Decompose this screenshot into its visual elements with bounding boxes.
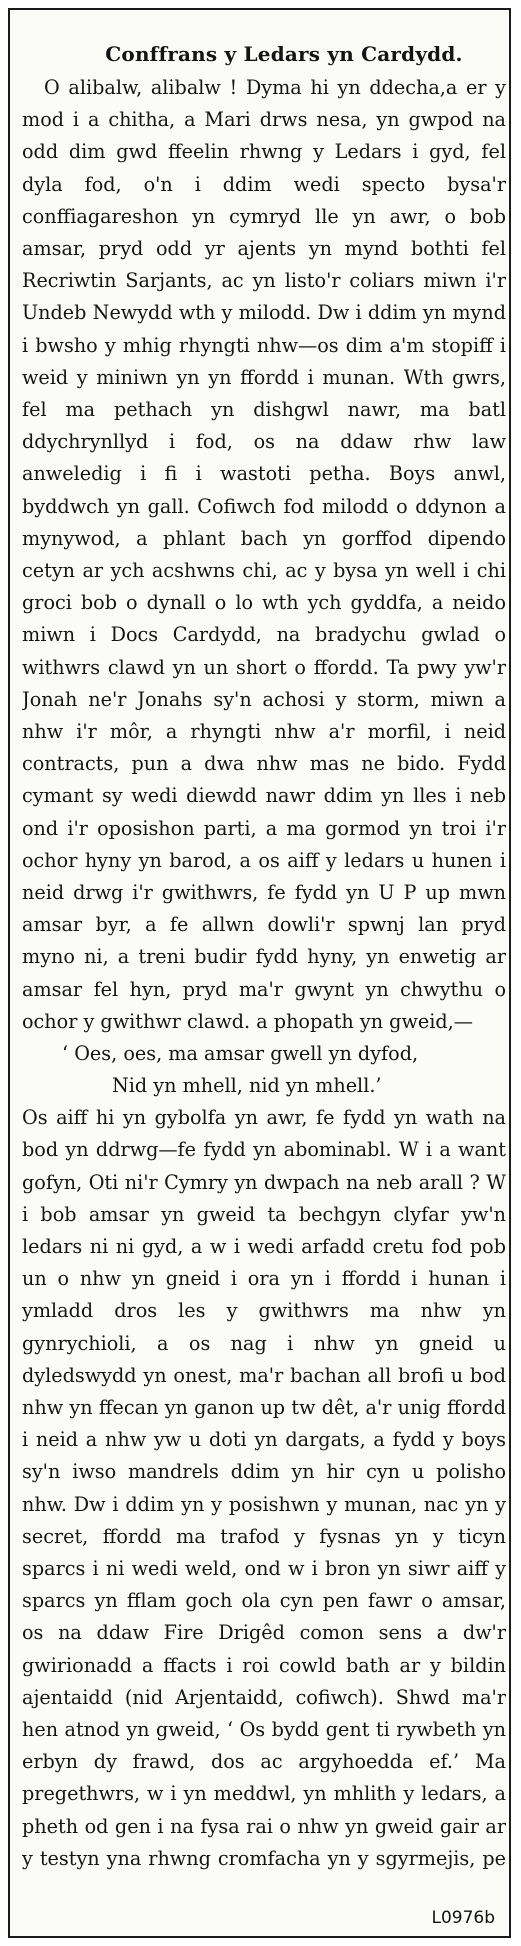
verse-quote (22, 1038, 506, 1102)
clipping-frame (8, 8, 511, 1938)
newspaper-column (22, 40, 506, 1870)
article-paragraph: Os aiff hi yn gybolfa yn awr, fe fydd yn wath na bod yn ddrwg—fe fydd yn abominabl. W i a want gofyn, Oti ni'r Cymry yn dwpach na neb arall ? W i bob amsar yn gweid ta bechgyn clyfar yw'n ledars ni ni gyd, a w i wedi arfadd cretu fod pob un o nhw yn gneid i ora yn i ffordd i hunan i ymladd dros les y gwithwrs ma nhw yn gynrychioli, a os nag i nhw yn gneid u dyledswydd yn onest, ma'r bachan all brofi u bod nhw yn ffecan yn ganon up tw dêt, a'r unig ffordd i neid a nhw yw u doti yn dargats, a fydd y boys sy'n iwso mandrels ddim yn hir cyn u polisho nhw. Dw i ddim yn y posishwn y munan, nac yn y secret, ffordd ma trafod y fysnas yn y ticyn sparcs i ni wedi weld, ond w i bron yn siwr aiff y sparcs yn fflam goch ola cyn pen fawr o amsar, os na ddaw Fire Drigêd comon sens a dw'r gwirionadd a ffacts i roi cowld bath ar y bildin ajentaidd (nid Arjentaidd, cofiwch). Shwd ma'r hen atnod yn gweid, ‘ Os bydd gent ti rywbeth yn erbyn dy frawd, dos ac argyhoedda ef.’ Ma pregethwrs, w i yn meddwl, yn mhlith y ledars, a pheth od gen i na fysa rai o nhw yn gweid gair ar y testyn yna rhwng cromfacha yn y sgyrmejis, pe (22, 1106, 506, 1870)
verse-line: Nid yn mhell, nid yn mhell.’ (112, 1074, 382, 1098)
reference-code: L0976b (431, 1908, 495, 1928)
article-paragraph: O alibalw, alibalw ! Dyma hi yn ddecha,a er y mod i a chitha, a Mari drws nesa, yn gwpod na odd dim gwd ffeelin rhwng y Ledars i gyd, fel dyla fod, o'n i ddim wedi specto bysa'r conffiagareshon yn cymryd lle yn awr, o bob amsar, pryd odd yr ajents yn mynd bothti fel Recriwtin Sarjants, ac yn listo'r coliars miwn i'r Undeb Newydd wth y milodd. Dw i ddim yn mynd i bwsho y mhig rhyngti nhw—os dim a'm stopiff i weid y miniwn yn yn ffordd i munan. Wth gwrs, fel ma pethach yn dishgwl nawr, ma batl ddychrynllyd i fod, os na ddaw rhw law anweledig i fi i wastoti petha. Boys anwl, byddwch yn gall. Cofiwch fod milodd o ddynon a mynywod, a phlant bach yn gorffod dipendo cetyn ar ych acshwns chi, ac y bysa yn well i chi groci bob o dynall o lo wth ych gyddfa, a neido miwn i Docs Cardydd, na bradychu gwlad o withwrs clawd yn un short o ffordd. Ta pwy yw'r Jonah ne'r Jonahs sy'n achosi y storm, miwn a nhw i'r môr, a rhyngti nhw a'r morfil, i neid contracts, pun a dwa nhw mas ne bido. Fydd cymant sy wedi diewdd nawr ddim yn lles i neb ond i'r oposishon parti, a ma gormod yn troi i'r ochor hyny yn barod, a os aiff y ledars u hunen i neid drwg i'r gwithwrs, fe fydd yn U P up mwn amsar byr, a fe allwn dowli'r spwnj lan pryd myno ni, a treni budir fydd hyny, yn enwetig ar amsar fel hyn, pryd ma'r gwynt yn chwythu o ochor y gwithwr clawd. a phopath yn gweid,— (22, 76, 506, 1033)
verse-line: ‘ Oes, oes, ma amsar gwell yn dyfod, (62, 1042, 419, 1066)
article-title: Conffrans y Ledars yn Cardydd. (105, 42, 463, 66)
